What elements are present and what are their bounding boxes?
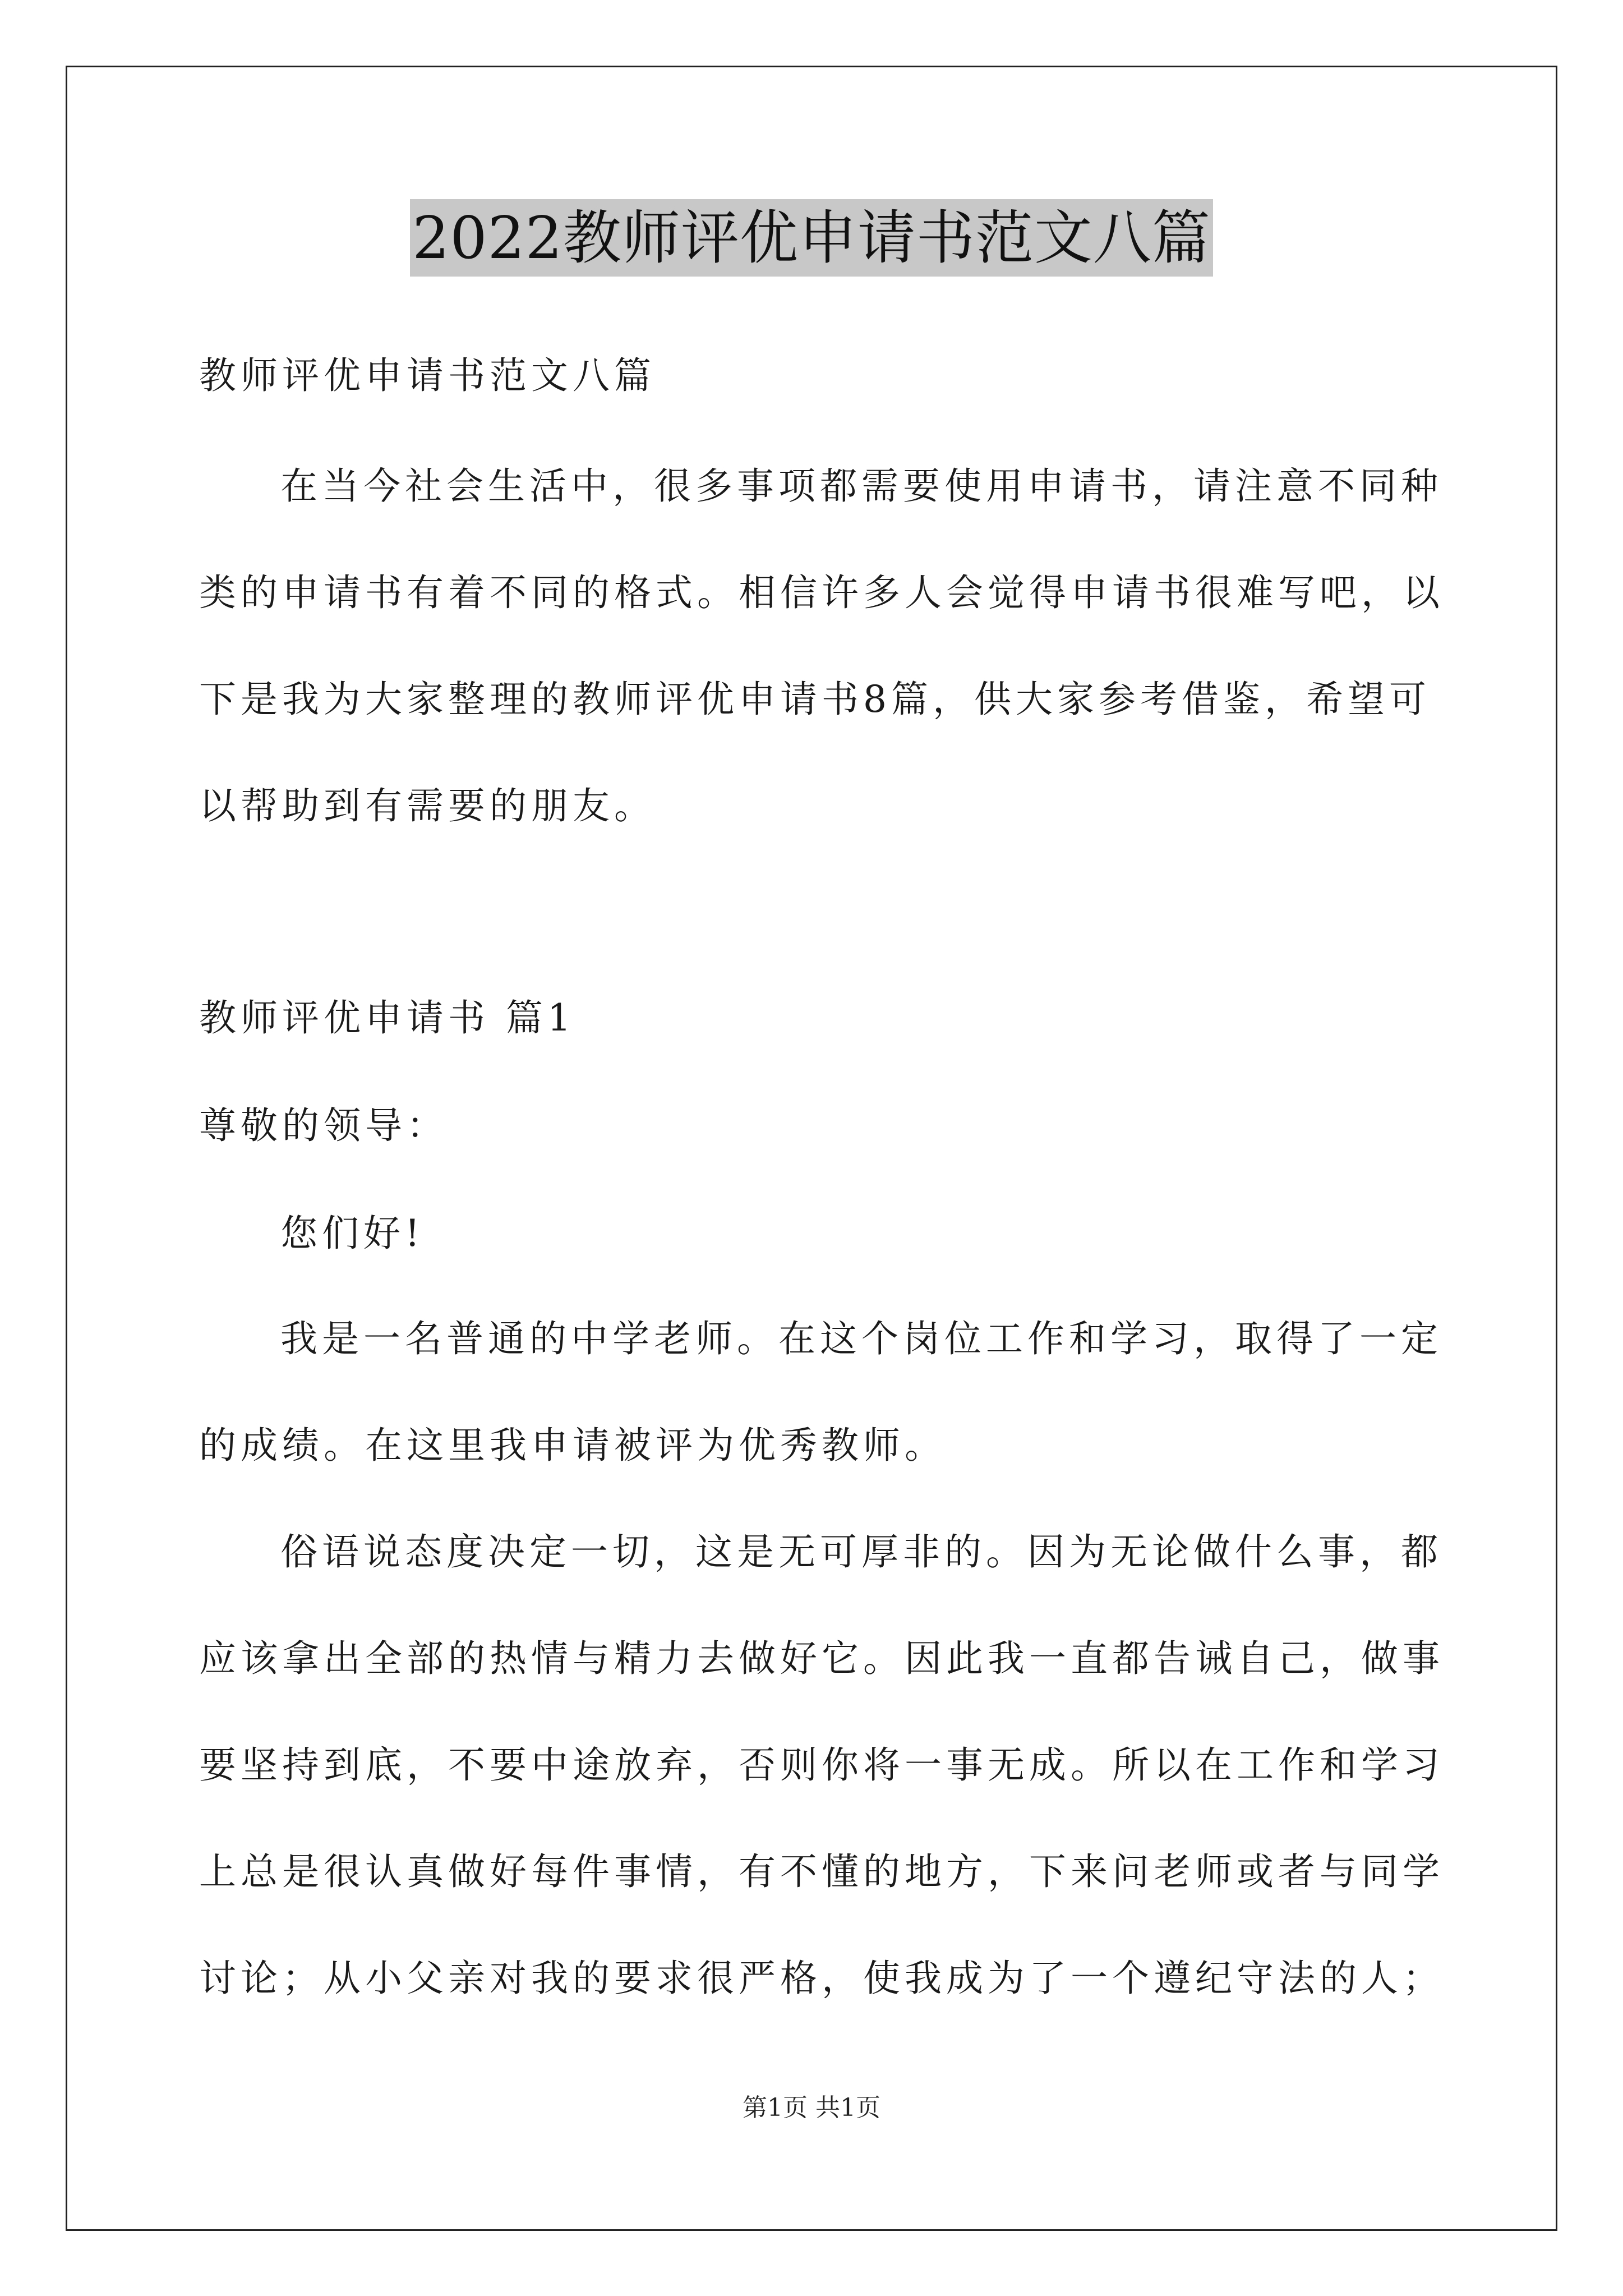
intro-line: 下是我为大家整理的教师评优申请书8篇，供大家参考借鉴，希望可	[199, 678, 1431, 721]
salutation: 尊敬的领导：	[199, 1104, 448, 1147]
section-heading: 教师评优申请书 篇1	[199, 996, 575, 1039]
greeting: 您们好!	[280, 1212, 425, 1255]
paragraph-line: 的成绩。在这里我申请被评为优秀教师。	[199, 1424, 946, 1467]
page-footer: 第1页 共1页	[743, 2093, 880, 2122]
intro-line: 在当今社会生活中，很多事项都需要使用申请书，请注意不同种	[280, 464, 1442, 508]
document-subtitle: 教师评优申请书范文八篇	[199, 354, 656, 397]
intro-line: 以帮助到有需要的朋友。	[199, 784, 656, 827]
paragraph-line: 我是一名普通的中学老师。在这个岗位工作和学习，取得了一定	[280, 1317, 1442, 1360]
title-container	[0, 199, 1623, 277]
intro-line: 类的申请书有着不同的格式。相信许多人会觉得申请书很难写吧，以	[199, 571, 1444, 614]
document-title: 2022教师评优申请书范文八篇	[410, 199, 1213, 277]
paragraph-line: 讨论；从小父亲对我的要求很严格，使我成为了一个遵纪守法的人；	[199, 1957, 1444, 2000]
paragraph-line: 应该拿出全部的热情与精力去做好它。因此我一直都告诫自己，做事	[199, 1637, 1444, 1680]
paragraph-line: 俗语说态度决定一切，这是无可厚非的。因为无论做什么事，都	[280, 1530, 1442, 1573]
paragraph-line: 上总是很认真做好每件事情，有不懂的地方，下来问老师或者与同学	[199, 1850, 1444, 1893]
paragraph-line: 要坚持到底，不要中途放弃，否则你将一事无成。所以在工作和学习	[199, 1743, 1444, 1787]
